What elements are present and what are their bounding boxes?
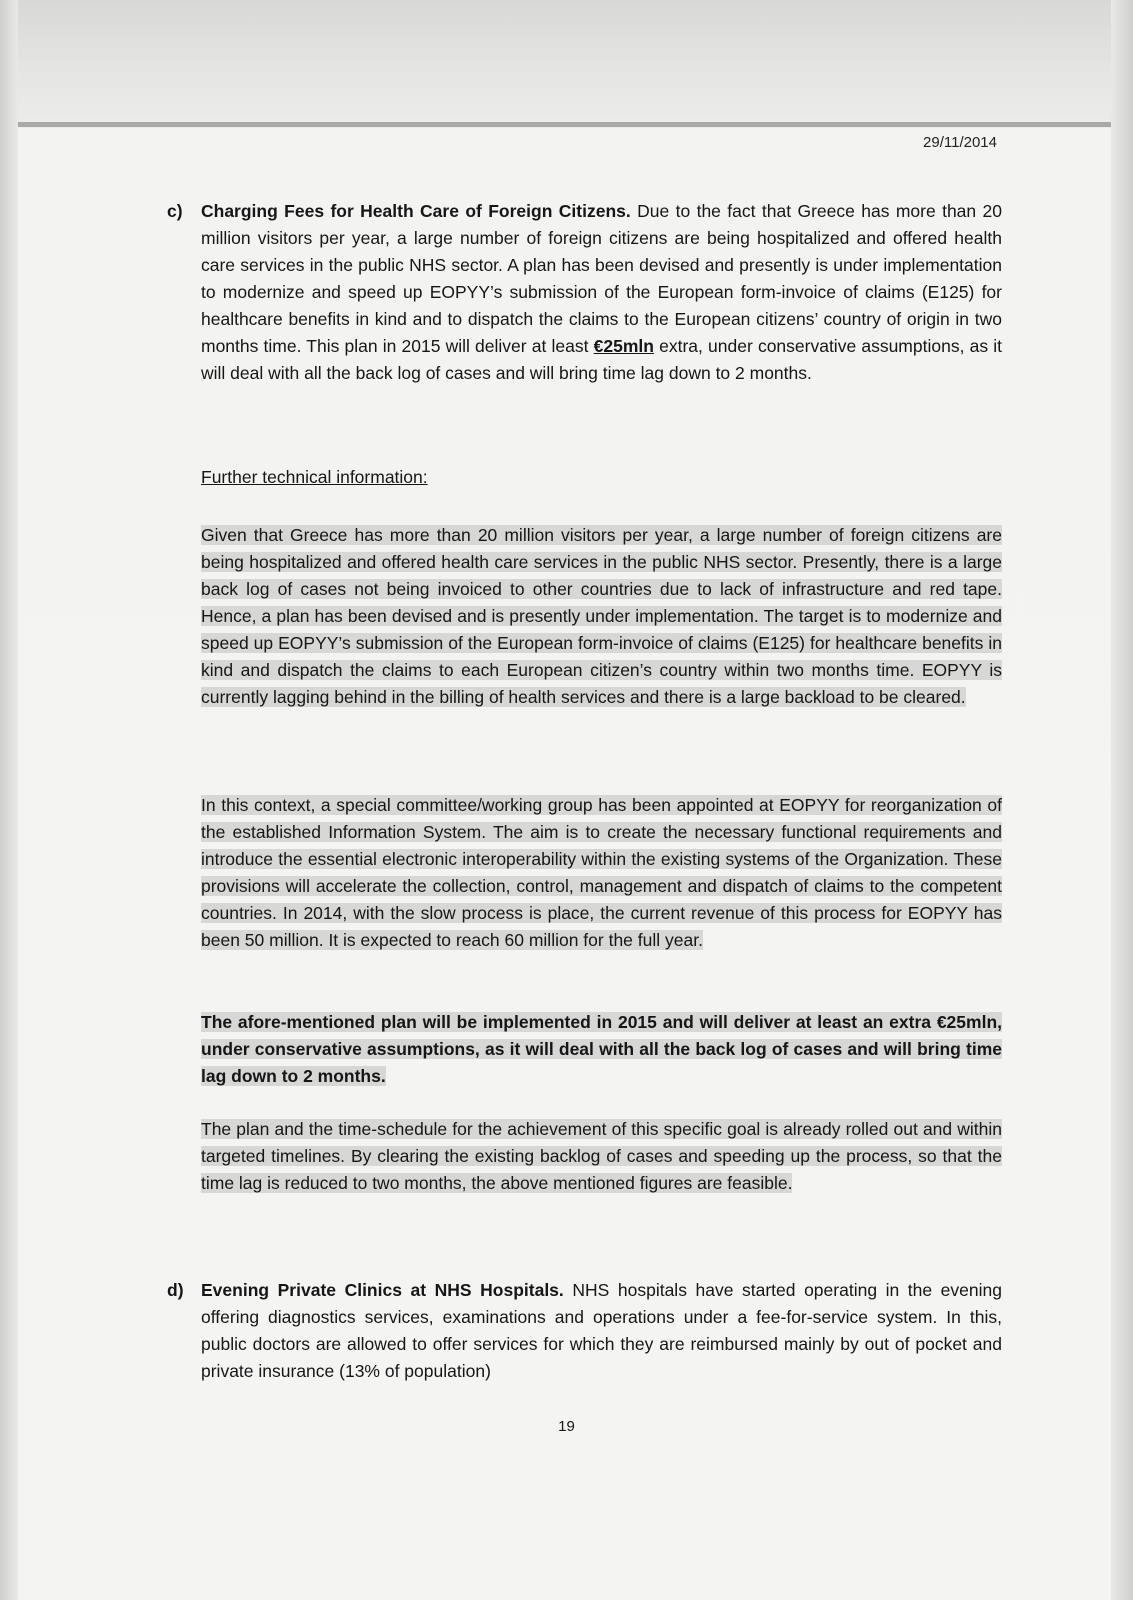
highlighted-text: In this context, a special committee/working group has been appointed at EOPYY for reorganization of the established Information System. The aim is to create the necessary functional requirements and introduce the essential electronic interoperability within the existing systems of the Organization. These provisions will accelerate the collection, control, management and dispatch of claims to the competent countries. In 2014, with the slow process is place, the current revenue of this process for EOPYY has been 50 million. It is expected to reach 60 million for the full year. <box>201 795 1002 950</box>
further-info-paragraph-1 <box>201 522 1002 711</box>
section-d-heading: Evening Private Clinics at NHS Hospitals. <box>201 1280 564 1300</box>
section-c-text-end: extra, under conservative assumptions, as it will deal with all the back log of cases and will bring time lag down to 2 months. <box>201 336 1002 383</box>
section-c-marker: c) <box>167 201 183 221</box>
further-info-paragraph-2 <box>201 792 1002 954</box>
highlighted-text: Given that Greece has more than 20 million visitors per year, a large number of foreign citizens are being hospitalized and offered health care services in the public NHS sector. Presently, there is a large back log of cases not being invoiced to other countries due to lack of infrastructure and red tape. Hence, a plan has been devised and is presently under implementation. The target is to modernize and speed up EOPYY’s submission of the European form-invoice of claims (E125) for healthcare benefits in kind and dispatch the claims to each European citizen’s country within two months time. EOPYY is currently lagging behind in the billing of health services and there is a large backload to be cleared. <box>201 525 1002 707</box>
section-c-heading: Charging Fees for Health Care of Foreign Citizens. <box>201 201 631 221</box>
highlighted-text: The afore-mentioned plan will be implemented in 2015 and will deliver at least an extra €25mln, under conservative assumptions, as it will deal with all the back log of cases and will bring time lag down to 2 months. <box>201 1012 1002 1086</box>
section-c <box>167 198 1002 387</box>
further-info-paragraph-4 <box>201 1116 1002 1197</box>
further-info-heading: Further technical information: <box>201 467 428 487</box>
document-date: 29/11/2014 <box>923 134 997 151</box>
section-d-text: NHS hospitals have started operating in the evening offering diagnostics services, examinations and operations under a fee-for-service system. In this, public doctors are allowed to offer services for which they are reimbursed mainly by out of pocket and private insurance (13% of population) <box>201 1280 1002 1381</box>
highlighted-text: The plan and the time-schedule for the achievement of this specific goal is already rolled out and within targeted timelines. By clearing the existing backlog of cases and speeding up the process, so that the time lag is reduced to two months, the above mentioned figures are feasible. <box>201 1119 1002 1193</box>
page-number: 19 <box>558 1418 575 1435</box>
section-c-amount: €25mln <box>593 336 654 356</box>
scan-left-edge <box>0 0 18 1600</box>
section-c-body <box>201 198 1002 387</box>
header-rule <box>18 122 1114 127</box>
section-d-body <box>201 1277 1002 1385</box>
section-d <box>167 1277 1002 1385</box>
scan-top-shadow <box>0 0 1133 128</box>
section-d-marker: d) <box>167 1280 184 1300</box>
further-info-paragraph-3 <box>201 1009 1002 1090</box>
section-c-text: Due to the fact that Greece has more than 20 million visitors per year, a large number of foreign citizens are being hospitalized and offered health care services in the public NHS sector. A plan has been devised and presently is under implementation to modernize and speed up EOPYY’s submission of the European form-invoice of claims (E125) for healthcare benefits in kind and to dispatch the claims to the European citizens’ country of origin in two months time. This plan in 2015 will deliver at least <box>201 201 1002 356</box>
scan-right-edge <box>1111 0 1133 1600</box>
